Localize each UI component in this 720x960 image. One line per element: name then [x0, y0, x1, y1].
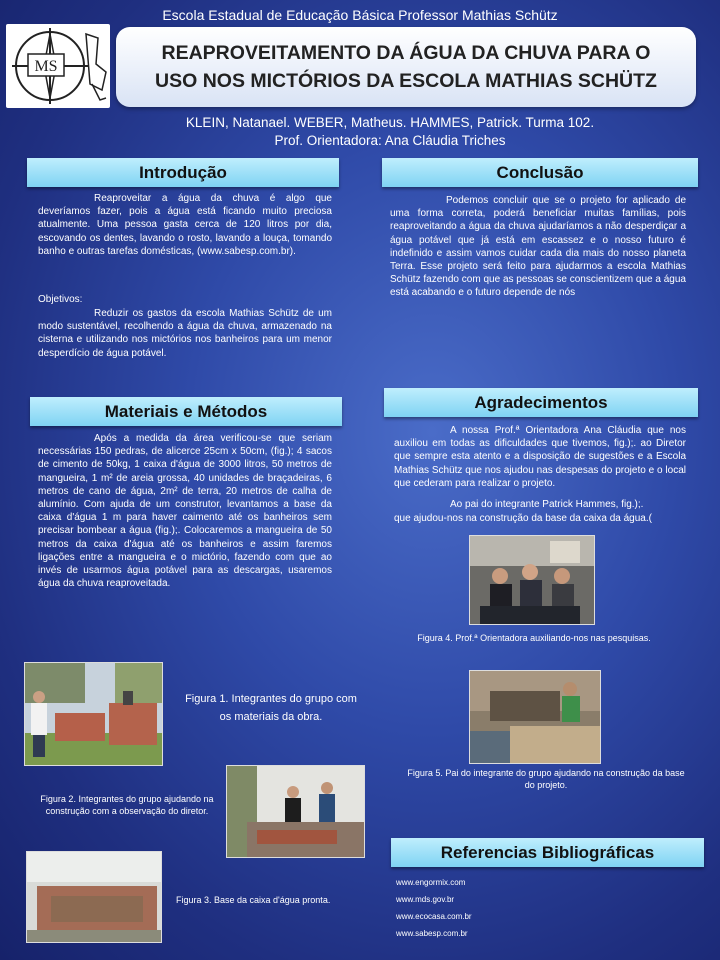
logo-emblem-icon [6, 24, 110, 108]
photo-fig2 [226, 765, 365, 858]
section-heading-referencias: Referencias Bibliográficas [391, 838, 704, 867]
school-logo [6, 24, 110, 108]
agradecimentos-text-2: Ao pai do integrante Patrick Hammes, fig.);. [450, 499, 644, 510]
authors: KLEIN, Natanael. WEBER, Matheus. HAMMES, Patrick. Turma 102. [185, 115, 595, 130]
caption-fig4: Figura 4. Prof.ª Orientadora auxiliando-nos nas pesquisas. [417, 633, 651, 643]
section-heading-agradecimentos: Agradecimentos [384, 388, 698, 417]
reference-item[interactable]: www.ecocasa.com.br [396, 912, 472, 921]
photo-fig3 [26, 851, 162, 943]
photo-fig5 [469, 670, 601, 764]
school-name: Escola Estadual de Educação Básica Professor Mathias Schütz [162, 7, 558, 23]
title-line-2: USO NOS MICTÓRIOS DA ESCOLA MATHIAS SCHÜTZ [155, 70, 657, 92]
reference-item[interactable]: www.sabesp.com.br [396, 929, 468, 938]
caption-fig1: Figura 1. Integrantes do grupo com os materiais da obra. [185, 693, 357, 723]
materiais-text: Após a medida da área verificou-se que seriam necessárias 150 pedras, de alicerce 25cm x 50cm, (fig.); 4 sacos de cimento de 50kg, 1 caixa d'água de 3000 litros, 50 metros de mangueira, 1 m² de areia grossa, 40 unidades de braçadeiras, 6 metros de cano de água, 2m² de terra, 20 metros de calha de alumínio. Com ajuda de um construtor, levantamos a base da caixa d'água 1 m para haver caimento até os banheiros sem precisar bombear a água (fig.);. Colocaremos a mangueira de 50 metros da caixa d'água até os banheiros e assim faremos ligações entre a mangueira e o mictório, fazendo com que ao invés de usarmos água potável para as descargas, usaremos água da chuva reaproveitada. [38, 433, 332, 590]
photo-fig4 [469, 535, 595, 625]
reference-item[interactable]: www.engormix.com [396, 878, 466, 887]
section-heading-materiais: Materiais e Métodos [30, 397, 342, 426]
caption-fig3: Figura 3. Base da caixa d'água pronta. [176, 895, 331, 905]
poster-title [116, 27, 696, 107]
agradecimentos-text-3: que ajudou-nos na construção da base da caixa da água.( [394, 513, 652, 524]
caption-fig5: Figura 5. Pai do integrante do grupo ajudando na construção da base do projeto. [407, 768, 685, 790]
caption-fig2: Figura 2. Integrantes do grupo ajudando na construção com a observação do diretor. [40, 794, 214, 816]
objetivos-text: Reduzir os gastos da escola Mathias Schütz de um modo sustentável, recolhendo a água da chuva, armazenado na cisterna e utilizando nos mictórios nos banheiros para um menor desperdício de água potável. [38, 308, 332, 359]
advisor: Prof. Orientadora: Ana Cláudia Triches [274, 133, 506, 148]
section-heading-conclusao: Conclusão [382, 158, 698, 187]
introducao-text: Reaproveitar a água da chuva é algo que deveríamos fazer, pois a água está ficando muito preciosa atualmente. Uma pessoa gasta cerca de 120 litros por dia, escovando os dentes, lavando o rosto, lavando a louça, tomando banho e outras tarefas domésticas, (www.sabesp.com.br). [38, 193, 332, 257]
reference-item[interactable]: www.mds.gov.br [396, 895, 455, 904]
agradecimentos-text-1: A nossa Prof.ª Orientadora Ana Cláudia que nos auxiliou em todas as dificuldades que tivemos, fig.);. ao Diretor que sempre esta atento e a disposição de sugestões e a Escola Mathias Schütz que nos ajudou nas despesas do projeto e o local que cederam para realizar o projeto. [394, 425, 686, 489]
title-line-1: REAPROVEITAMENTO DA ÁGUA DA CHUVA PARA O [161, 42, 651, 64]
photo-fig1 [24, 662, 163, 766]
objetivos-label: Objetivos: [38, 294, 83, 305]
conclusao-text: Podemos concluir que se o projeto for aplicado de uma forma correta, poderá beneficiar muitas famílias, pois reaproveitando a água da chuva ajudaríamos a não desperdiçar a água potável que já está em escassez e o nosso futuro é indefinido e assim vamos cuidar cada dia mais do nosso planeta Terra. Esse projeto será feito para ajudarmos a escola Mathias Schütz fazendo com que as pessoas se conscientizem que a água está acabando e o futuro depende de nós [390, 195, 686, 299]
svg-text:MS: MS [34, 58, 58, 75]
section-heading-introducao: Introdução [27, 158, 339, 187]
authors-block [0, 114, 720, 150]
